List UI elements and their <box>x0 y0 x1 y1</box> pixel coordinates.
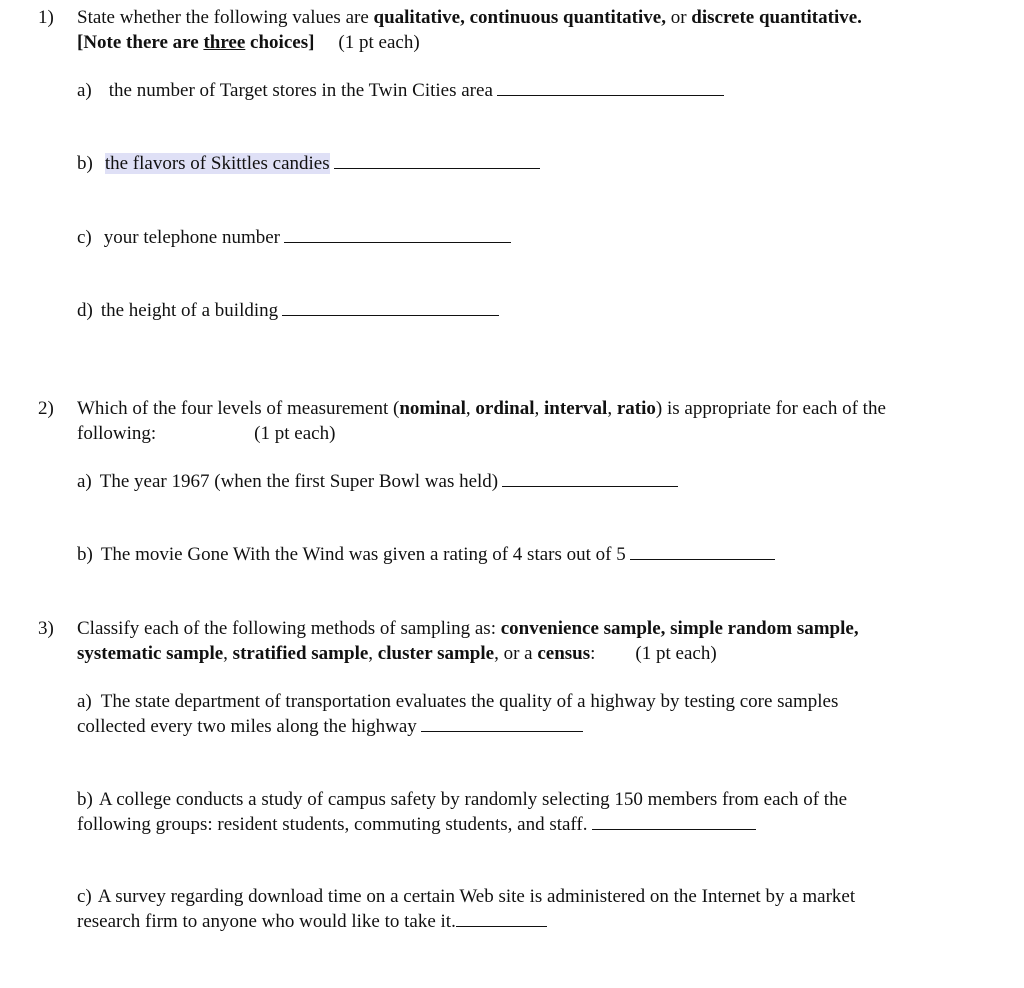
q1-points: (1 pt each) <box>338 32 420 53</box>
q3-item-c-label: c) <box>77 886 92 907</box>
q3-prompt-line-2 <box>77 642 717 666</box>
q3-sep-1: , <box>660 618 671 639</box>
q1-item-a-answer-blank[interactable] <box>497 94 724 96</box>
q1-item-a <box>77 79 724 103</box>
question-1-number: 1) <box>38 7 54 28</box>
q2-level-ordinal: ordinal <box>475 398 535 419</box>
q3-item-b-cont <box>77 813 756 837</box>
q3-item-a-line-1: The state department of transportation evaluates the quality of a highway by testing core samples <box>100 691 839 712</box>
q1-item-b <box>77 152 540 176</box>
q3-item-c-cont <box>77 910 547 934</box>
q3-method-convenience: convenience sample <box>500 618 661 639</box>
question-1-note <box>77 31 420 55</box>
q3-item-b <box>77 788 847 812</box>
q3-item-a-answer-blank[interactable] <box>421 730 583 732</box>
q3-item-c-line-1: A survey regarding download time on a certain Web site is administered on the Internet by a market <box>97 886 856 907</box>
q1-item-d <box>77 299 499 323</box>
q2-level-interval: interval <box>544 398 608 419</box>
q2-sep-2: , <box>534 398 545 419</box>
q3-sep-5: , or a <box>494 643 538 664</box>
q1-item-c <box>77 226 511 250</box>
q2-sep-3: , <box>607 398 617 419</box>
q3-method-simple-random: simple random sample <box>670 618 854 639</box>
q1-item-d-answer-blank[interactable] <box>282 314 499 316</box>
q3-item-a-label: a) <box>77 691 92 712</box>
q2-sep-1: , <box>465 398 476 419</box>
q2-item-b-answer-blank[interactable] <box>630 558 775 560</box>
q3-item-c-answer-blank[interactable] <box>456 925 547 927</box>
q3-sep-2: , <box>853 618 859 639</box>
q1-prompt-or: or <box>665 7 692 28</box>
q3-method-systematic: systematic sample <box>77 643 224 664</box>
question-3-number: 3) <box>38 618 54 639</box>
question-2-number: 2) <box>38 398 54 419</box>
q2-item-a-answer-blank[interactable] <box>502 485 678 487</box>
q2-prompt-text-1: Which of the four levels of measurement ( <box>77 398 400 419</box>
q1-note-three: three <box>203 32 246 53</box>
q1-item-d-text: the height of a building <box>100 300 279 321</box>
q2-points: (1 pt each) <box>254 423 336 444</box>
q2-prompt-line-2 <box>77 422 335 446</box>
q1-note-text-2: choices] <box>245 32 315 53</box>
q1-item-b-label: b) <box>77 153 93 174</box>
question-2-prompt <box>77 397 970 421</box>
q1-item-b-text: the flavors of Skittles candies <box>104 153 330 174</box>
question-3-prompt <box>77 617 970 641</box>
q3-item-c <box>77 885 970 909</box>
q2-item-a <box>77 470 678 494</box>
q2-item-a-label: a) <box>77 471 92 492</box>
q3-item-a-cont <box>77 715 583 739</box>
q3-colon: : <box>590 643 596 664</box>
q3-sep-4: , <box>368 643 378 664</box>
q2-level-nominal: nominal <box>399 398 466 419</box>
q3-points: (1 pt each) <box>635 643 717 664</box>
q1-choice-discrete: discrete quantitative. <box>691 7 862 28</box>
q1-item-b-answer-blank[interactable] <box>334 167 540 169</box>
q2-prompt-text-2: ) is appropriate for each of the <box>655 398 886 419</box>
q2-item-b-text: The movie Gone With the Wind was given a rating of 4 stars out of 5 <box>100 544 626 565</box>
q3-item-a <box>77 690 970 714</box>
q3-item-b-line-1: A college conducts a study of campus safety by randomly selecting 150 members from each of the <box>98 789 847 810</box>
q1-item-c-answer-blank[interactable] <box>284 241 511 243</box>
q1-item-d-label: d) <box>77 300 93 321</box>
q3-item-b-label: b) <box>77 789 93 810</box>
q2-prompt-following: following: <box>77 423 157 444</box>
q3-method-stratified: stratified sample <box>232 643 369 664</box>
q1-item-a-label: a) <box>77 80 92 101</box>
q3-method-cluster: cluster sample <box>377 643 495 664</box>
q2-level-ratio: ratio <box>616 398 656 419</box>
q3-item-b-answer-blank[interactable] <box>592 828 756 830</box>
q3-method-census: census <box>537 643 591 664</box>
q3-prompt-text-1: Classify each of the following methods of sampling as: <box>77 618 501 639</box>
q2-item-b <box>77 543 775 567</box>
q3-item-c-line-2: research firm to anyone who would like to take it. <box>77 911 456 932</box>
q1-note-text-1: [Note there are <box>77 32 204 53</box>
q1-prompt-text-1: State whether the following values are <box>77 7 374 28</box>
q1-choice-qualitative-continuous: qualitative, continuous quantitative, <box>373 7 666 28</box>
q2-item-b-label: b) <box>77 544 93 565</box>
q1-item-c-label: c) <box>77 227 92 248</box>
q3-item-a-line-2: collected every two miles along the highway <box>77 716 417 737</box>
q1-item-c-text: your telephone number <box>103 227 280 248</box>
q3-sep-3: , <box>223 643 233 664</box>
q2-item-a-text: The year 1967 (when the first Super Bowl was held) <box>99 471 499 492</box>
q3-item-b-line-2: following groups: resident students, commuting students, and staff. <box>77 814 588 835</box>
question-1-prompt <box>77 6 970 30</box>
q1-item-a-text: the number of Target stores in the Twin Cities area <box>108 80 493 101</box>
